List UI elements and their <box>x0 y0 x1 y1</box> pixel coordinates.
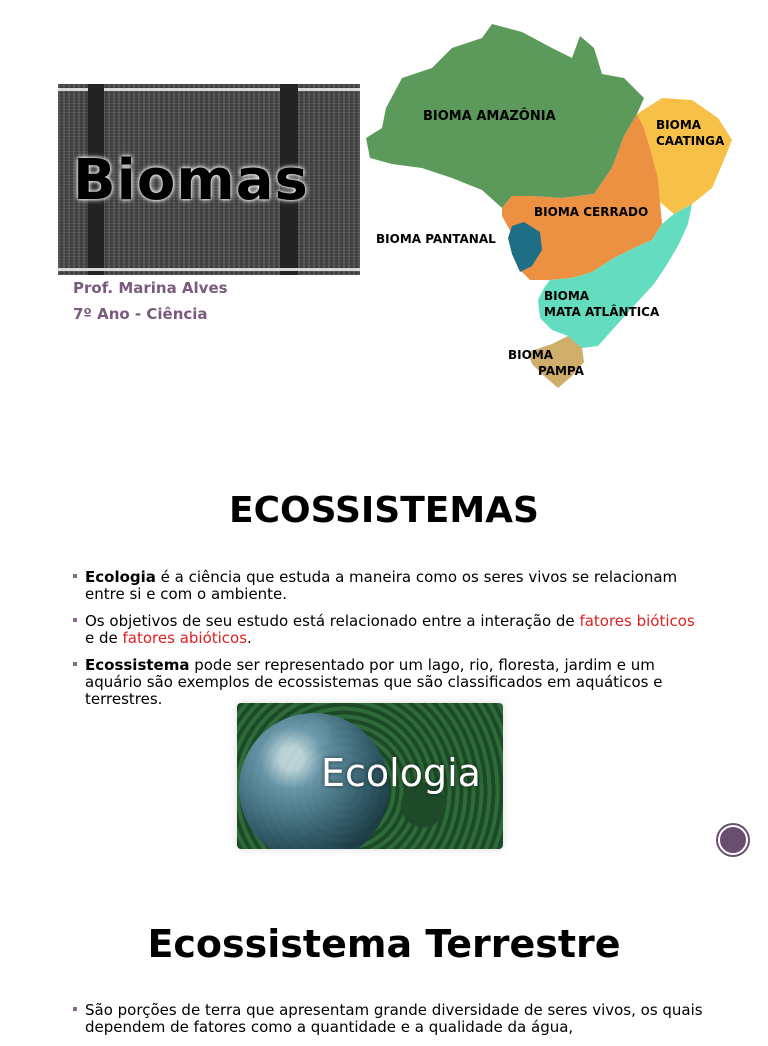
term-fatores-bioticos: fatores bióticos <box>579 612 695 630</box>
term-ecossistema: Ecossistema <box>85 656 190 674</box>
label-amazonia: BIOMA AMAZÔNIA <box>423 109 556 124</box>
term-fatores-abioticos: fatores abióticos <box>122 629 248 647</box>
bullet-text: pode ser representado por um lago, rio, floresta, jardim e um aquário são exemplos de ecossistemas que são classificados em aquáticos e terrestres. <box>85 656 663 708</box>
slide2-heading: ECOSSISTEMAS <box>229 490 539 531</box>
slide2-bullet-list <box>73 569 703 718</box>
label-mata-2: MATA ATLÂNTICA <box>544 305 660 319</box>
bullet-ecologia <box>73 569 703 603</box>
label-pantanal: BIOMA PANTANAL <box>376 232 496 246</box>
label-caatinga-1: BIOMA <box>656 118 702 132</box>
bullet-text: e de <box>85 629 123 647</box>
slide-nav-button[interactable] <box>718 825 748 855</box>
bullet-ecossistema <box>73 657 703 708</box>
bullet-text: São porções de terra que apresentam grande diversidade de seres vivos, os quais dependem de fatores como a quantidade e a qualidade da água, <box>85 1001 703 1036</box>
ecologia-image <box>237 703 503 849</box>
band-rule-bottom <box>58 268 360 271</box>
bullet-text: é a ciência que estuda a maneira como os seres vivos se relacionam entre si e com o ambiente. <box>85 568 678 603</box>
class-info: 7º Ano - Ciência <box>73 305 208 323</box>
slide-title-text: Biomas <box>73 148 309 213</box>
slide3-bullet-list <box>73 1002 703 1046</box>
slide3-heading: Ecossistema Terrestre <box>147 922 621 966</box>
bullet-text: Os objetivos de seu estudo está relacionado entre a interação de <box>85 612 580 630</box>
label-caatinga-2: CAATINGA <box>656 134 725 148</box>
map-svg <box>362 18 742 398</box>
label-mata-1: BIOMA <box>544 289 590 303</box>
term-ecologia: Ecologia <box>85 568 156 586</box>
region-pampa <box>528 336 584 388</box>
bullet-objetivos <box>73 613 703 647</box>
label-cerrado: BIOMA CERRADO <box>534 205 649 219</box>
slide-title <box>0 0 768 440</box>
label-pampa-2: PAMPA <box>538 364 584 378</box>
image-caption: Ecologia <box>321 751 481 795</box>
bullet-porcoes-terra <box>73 1002 703 1036</box>
teacher-name: Prof. Marina Alves <box>73 279 228 297</box>
label-pampa-1: BIOMA <box>508 348 554 362</box>
bullet-text: . <box>247 629 252 647</box>
brazil-biomes-map <box>362 18 742 398</box>
